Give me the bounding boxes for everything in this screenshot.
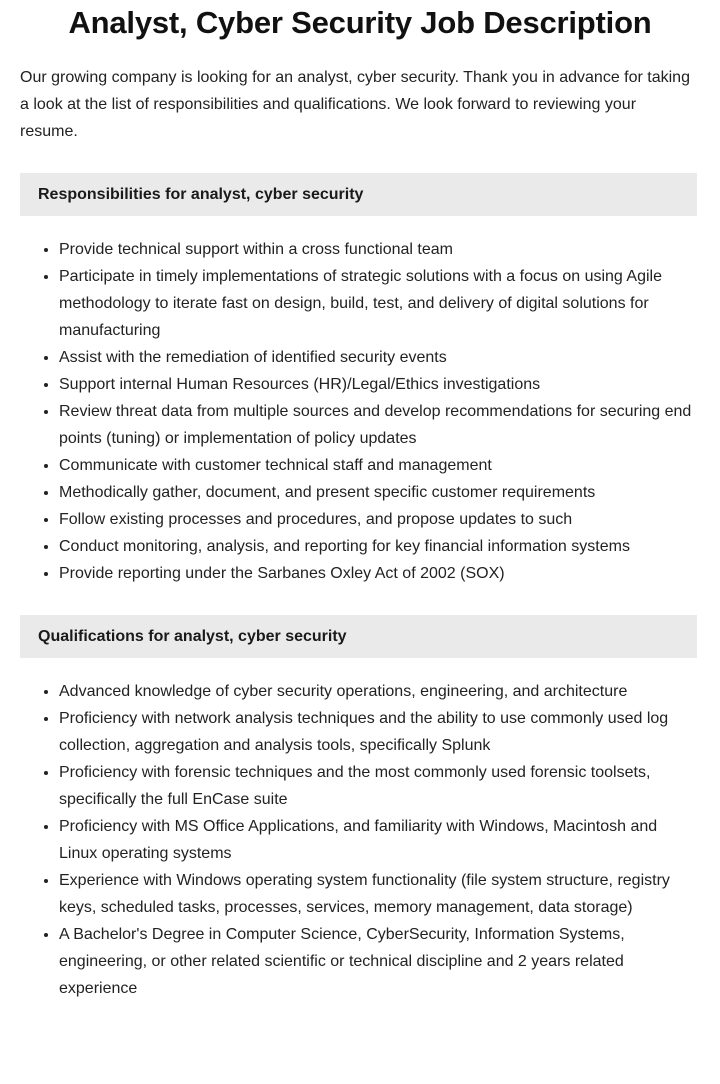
- list-item: Assist with the remediation of identified security events: [0, 344, 720, 371]
- responsibilities-list: [0, 216, 720, 587]
- list-item: Proficiency with MS Office Applications, and familiarity with Windows, Macintosh and Linux operating systems: [0, 813, 720, 867]
- list-item: Methodically gather, document, and present specific customer requirements: [0, 479, 720, 506]
- list-item: Experience with Windows operating system functionality (file system structure, registry keys, scheduled tasks, processes, services, memory management, data storage): [0, 867, 720, 921]
- list-item: A Bachelor's Degree in Computer Science, CyberSecurity, Information Systems, engineering, or other related scientific or technical discipline and 2 years related experience: [0, 921, 720, 1002]
- list-item: Advanced knowledge of cyber security operations, engineering, and architecture: [0, 678, 720, 705]
- list-item: Follow existing processes and procedures, and propose updates to such: [0, 506, 720, 533]
- section-header-responsibilities: Responsibilities for analyst, cyber security: [20, 173, 697, 216]
- list-item: Provide technical support within a cross functional team: [0, 236, 720, 263]
- list-item: Proficiency with forensic techniques and the most commonly used forensic toolsets, specifically the full EnCase suite: [0, 759, 720, 813]
- section-responsibilities: [0, 173, 720, 587]
- page-title: Analyst, Cyber Security Job Description: [68, 5, 652, 40]
- qualifications-list: [0, 658, 720, 1002]
- list-item: Proficiency with network analysis techniques and the ability to use commonly used log collection, aggregation and analysis tools, specifically Splunk: [0, 705, 720, 759]
- list-item: Support internal Human Resources (HR)/Legal/Ethics investigations: [0, 371, 720, 398]
- list-item: Conduct monitoring, analysis, and reporting for key financial information systems: [0, 533, 720, 560]
- section-header-qualifications: Qualifications for analyst, cyber security: [20, 615, 697, 658]
- bottom-spacer: [0, 1002, 720, 1022]
- list-item: Participate in timely implementations of strategic solutions with a focus on using Agile methodology to iterate fast on design, build, test, and delivery of digital solutions for manufacturing: [0, 263, 720, 344]
- list-item: Review threat data from multiple sources and develop recommendations for securing end points (tuning) or implementation of policy updates: [0, 398, 720, 452]
- list-item: Communicate with customer technical staff and management: [0, 452, 720, 479]
- intro-paragraph: Our growing company is looking for an analyst, cyber security. Thank you in advance for taking a look at the list of responsibilities and qualifications. We look forward to reviewing your resume.: [20, 69, 690, 140]
- section-qualifications: [0, 615, 720, 1002]
- list-item: Provide reporting under the Sarbanes Oxley Act of 2002 (SOX): [0, 560, 720, 587]
